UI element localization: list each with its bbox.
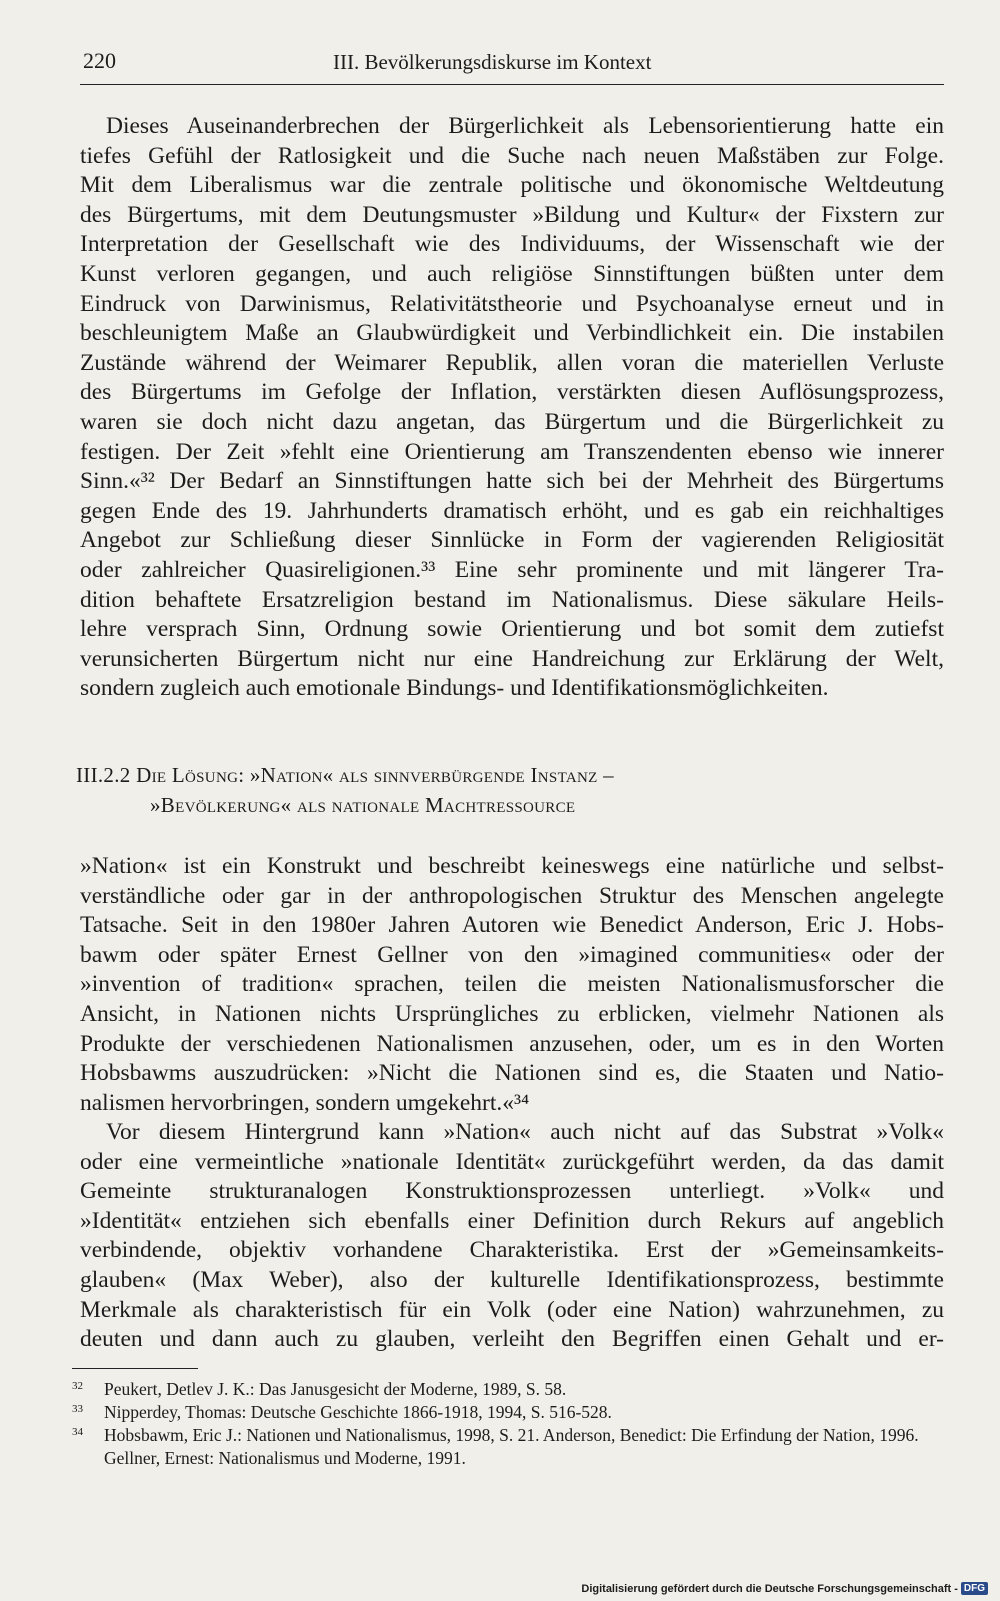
- text-line: beschleunigtem Maße an Glaubwürdigkeit und Verbindlichkeit ein. Die instabilen: [80, 320, 944, 347]
- text-line: Mit dem Liberalismus war die zentrale politische und ökonomische Weltdeutung: [80, 172, 944, 199]
- text-line: Produkte der verschiedenen Nationalismen anzusehen, oder, um es in den Worten: [80, 1030, 944, 1057]
- text-line: Hobsbawms auszudrücken: »Nicht die Nationen sind es, die Staaten und Natio-: [80, 1060, 944, 1087]
- footnote: [72, 1378, 944, 1401]
- footnote-text: Nipperdey, Thomas: Deutsche Geschichte 1866-1918, 1994, S. 516-528.: [104, 1402, 612, 1422]
- footnote: [72, 1401, 944, 1424]
- paragraph-2: [80, 852, 944, 1118]
- text-line: waren sie doch nicht dazu angetan, das Bürgertum und die Bürgerlichkeit zu: [80, 408, 944, 435]
- header-rule: [80, 84, 944, 85]
- section-heading-line-1: III.2.2 Die Lösung: »Nation« als sinnverbürgende Instanz –: [76, 763, 614, 787]
- text-line: verständliche oder gar in der anthropologischen Struktur des Menschen angelegte: [80, 882, 944, 909]
- footnote-number: 32: [72, 1380, 83, 1392]
- text-line: »invention of tradition« sprachen, teilen die meisten Nationalismusforscher die: [80, 971, 944, 998]
- text-line: glauben« (Max Weber), also der kulturelle Identifikationsprozess, bestimmte: [80, 1266, 944, 1293]
- running-head: III. Bevölkerungsdiskurse im Kontext: [333, 50, 652, 74]
- text-line: verunsicherten Bürgertum nicht nur eine Handreichung zur Erklärung der Welt,: [80, 645, 944, 672]
- footer-text: Digitalisierung gefördert durch die Deutsche Forschungsgemeinschaft -: [581, 1582, 958, 1595]
- text-line: dition behaftete Ersatzreligion bestand im Nationalismus. Diese säkulare Heils-: [80, 586, 944, 613]
- text-line: oder zahlreicher Quasireligionen.³³ Eine sehr prominente und mit längerer Tra-: [80, 556, 944, 583]
- text-line: Dieses Auseinanderbrechen der Bürgerlichkeit als Lebensorientierung hatte ein: [106, 113, 944, 139]
- footnotes: [72, 1378, 944, 1470]
- text-line: verbindende, objektiv vorhandene Charakteristika. Erst der »Gemeinsamkeits-: [80, 1237, 944, 1264]
- text-line: Vor diesem Hintergrund kann »Nation« auch nicht auf das Substrat »Volk«: [106, 1119, 944, 1145]
- text-line: »Nation« ist ein Konstrukt und beschreibt keineswegs eine natürliche und selbst-: [80, 853, 944, 879]
- text-line: tiefes Gefühl der Ratlosigkeit und die Suche nach neuen Maßstäben zur Folge.: [80, 142, 944, 169]
- text-line: des Bürgertums, mit dem Deutungsmuster »Bildung und Kultur« der Fixstern zur: [80, 201, 944, 228]
- section-heading-line-2: »Bevölkerung« als nationale Machtressource: [150, 793, 576, 817]
- text-line: sondern zugleich auch emotionale Bindungs- und Identifikationsmöglichkeiten.: [80, 675, 829, 702]
- text-line: Merkmale als charakteristisch für ein Volk (oder eine Nation) wahrzunehmen, zu: [80, 1296, 944, 1323]
- text-line: »Identität« entziehen sich ebenfalls einer Definition durch Rekurs auf angeblich: [80, 1207, 944, 1234]
- text-line: Angebot zur Schließung dieser Sinnlücke in Form der vagierenden Religiosität: [80, 527, 944, 554]
- text-line: nalismen hervorbringen, sondern umgekehrt.«³⁴: [80, 1089, 530, 1116]
- footnote-text: Peukert, Detlev J. K.: Das Janusgesicht der Moderne, 1989, S. 58.: [104, 1379, 567, 1399]
- page-number: 220: [83, 48, 116, 73]
- dfg-logo: DFG: [961, 1582, 988, 1595]
- text-line: Kunst verloren gegangen, und auch religiöse Sinnstiftungen büßten unter dem: [80, 260, 944, 287]
- text-line: Ansicht, in Nationen nichts Ursprüngliches zu erblicken, vielmehr Nationen als: [80, 1000, 944, 1027]
- text-line: Gemeinte strukturanalogen Konstruktionsprozessen unterliegt. »Volk« und: [80, 1178, 944, 1205]
- text-line: festigen. Der Zeit »fehlt eine Orientierung am Transzendenten ebenso wie innerer: [80, 438, 944, 465]
- text-line: Tatsache. Seit in den 1980er Jahren Autoren wie Benedict Anderson, Eric J. Hobs-: [80, 912, 944, 939]
- text-line: Sinn.«³² Der Bedarf an Sinnstiftungen hatte sich bei der Mehrheit des Bürgertums: [80, 468, 944, 495]
- text-line: bawm oder später Ernest Gellner von den »imagined communities« oder der: [80, 941, 944, 968]
- text-line: gegen Ende des 19. Jahrhunderts dramatisch erhöht, und es gab ein reichhaltiges: [80, 497, 944, 524]
- text-line: Interpretation der Gesellschaft wie des Individuums, der Wissenschaft wie der: [80, 231, 944, 258]
- footnote-number: 33: [72, 1403, 83, 1415]
- footnote-number: 34: [72, 1426, 83, 1438]
- text-line: des Bürgertums im Gefolge der Inflation, verstärkten diesen Auflösungsprozess,: [80, 379, 944, 406]
- paragraph-3: [80, 1118, 944, 1355]
- footnote-rule: [72, 1368, 198, 1369]
- footnote: [72, 1424, 944, 1470]
- paragraph-1: [80, 112, 944, 704]
- section-heading: [76, 760, 936, 820]
- text-line: deuten und dann auch zu glauben, verleiht den Begriffen einen Gehalt und er-: [80, 1326, 944, 1353]
- text-line: Zustände während der Weimarer Republik, allen voran die materiellen Verluste: [80, 349, 944, 376]
- text-line: Eindruck von Darwinismus, Relativitätstheorie und Psychoanalyse erneut und in: [80, 290, 944, 317]
- text-line: lehre versprach Sinn, Ordnung sowie Orientierung und bot somit dem zutiefst: [80, 616, 944, 643]
- footnote-text: Hobsbawm, Eric J.: Nationen und Nationalismus, 1998, S. 21. Anderson, Benedict: Die Erfindung der Nation, 1996. Gellner, Ernest: Nationalismus und Moderne, 1991.: [104, 1425, 919, 1468]
- text-line: oder eine vermeintliche »nationale Identität« zurückgeführt werden, da das damit: [80, 1148, 944, 1175]
- footer-credit: [581, 1582, 988, 1595]
